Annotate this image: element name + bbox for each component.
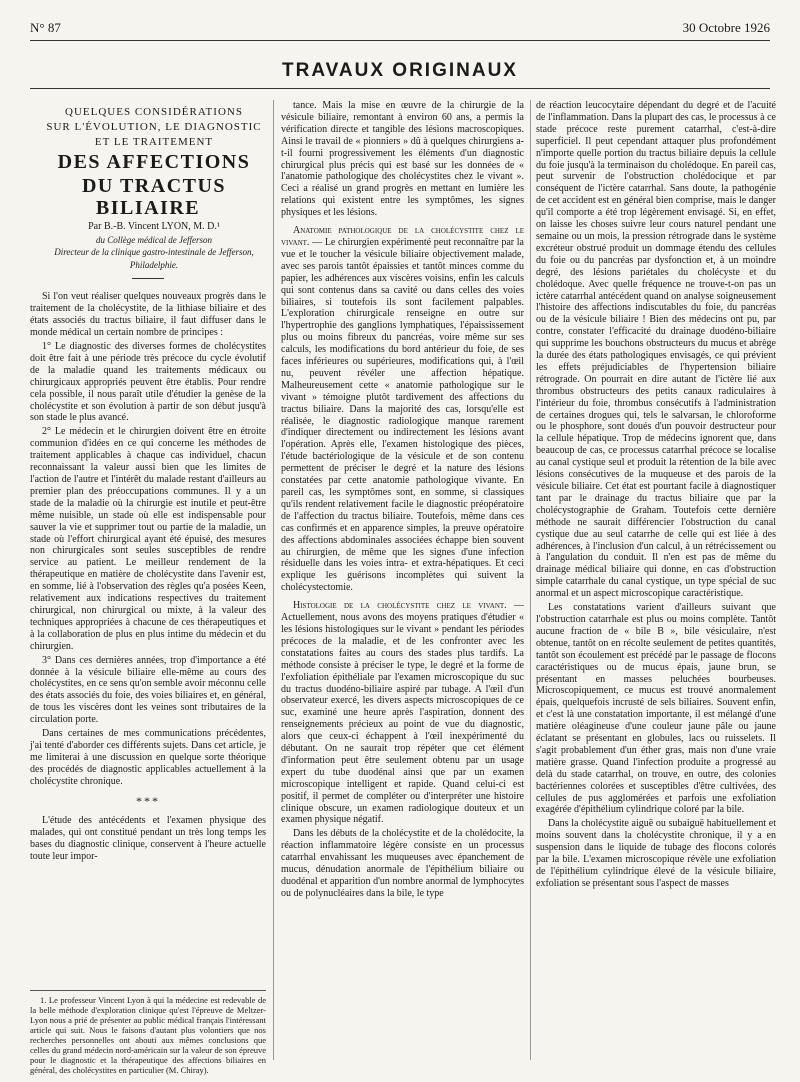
title-line: ET LE TRAITEMENT [94, 136, 214, 148]
affiliation-line: Philadelphie. [129, 259, 179, 270]
body-paragraph: Dans certaines de mes communications précédentes, j'ai tenté d'aborder ces différents sujets. Dans cet article, je me limiterai à une discussion en quelque sorte théorique des procédés de diagnostic applicables actuellement à la cholécystite chronique. [30, 728, 266, 787]
section-title: TRAVAUX ORIGINAUX [282, 60, 518, 81]
title-line: SUR L'ÉVOLUTION, LE DIAGNOSTIC [46, 121, 262, 133]
body-paragraph: 3° Dans ces dernières années, trop d'importance a été donnée à la vésicule biliaire elle-même au cours des cholécystites, en ce sens qu'on semble avoir méconnu celle des états associés du foie, des voies biliaires et, en général, de tous les viscères dont les veines sont tributaires de la circulation porte. [30, 654, 266, 726]
footnote-text: 1. Le professeur Vincent Lyon à qui la médecine est redevable de la belle méthode d'exploration clinique qu'est l'épreuve de Meltzer-Lyon nous a prié de présenter au public médical français l'intéressant article qui suit. Nous le faisons d'autant plus volontiers que nos recherches personnelles ont abouti aux mêmes conclusions que celles du grand médecin nord-américain sur la valeur de son épreuve pour le diagnostic et la thérapeutique des affections biliaires en général, des cholécystites en particulier (M. Chiray). [30, 995, 266, 1075]
body-paragraph: Si l'on veut réaliser quelques nouveaux progrès dans le traitement de la cholécystite, de la lithiase biliaire et des états associés du tractus biliaire, il faut diffuser dans le monde médical un certain nombre de principes : [30, 291, 266, 339]
body-paragraph: Les constatations varient d'ailleurs suivant que l'obstruction catarrhale est plus ou moins complète. Tantôt aucune fraction de « bile B », bile vésiculaire, n'est obtenue, tantôt on en récolte seulement de petites quantités, tantôt son écoulement est précédé par le passage de flocons caractéristiques ou de mucus épais, jaune brun, se présentant en masses peluchées bourbeuses. Microscopiquement, ce mucus est trouvé anormalement épais, quelquefois incrusté de sels biliaires. Souvent enfin, et c'est là une constatation importante, il est mélangé d'une matière oléagineuse d'une couleur jaune pâle ou jaune éclatant se présentant en globules, lacs ou ruisselets. Il s'agit probablement d'un éther gras, mais non d'une vraie matière grasse. Quand l'infection produite a progressé au delà du stade catarrhal, on trouve, en outre, des colonies bactériennes colorées et susceptibles d'être cultivées, des cellules de pus agglomérées et parfois une exfoliation exagérée d'épithélium cylindrique coloré par la bile. [536, 602, 776, 816]
column-divider [273, 100, 274, 1060]
body-paragraph: Dans la cholécystite aiguë ou subaiguë habituellement et moins souvent dans la cholécystite chronique, il y a en suspension dans le liquide de tubage des flocons colorés par la bile. L'examen microscopique révèle une exfoliation de l'épithélium cylindrique élevé de la vésicule biliaire, exfoliation se présentant sous l'aspect de masses [536, 818, 776, 889]
issue-number: N° 87 [30, 20, 61, 35]
subsection-heading: Histologie de la cholécystite chez le vivant. [293, 600, 507, 612]
issue-date: 30 Octobre 1926 [682, 20, 770, 35]
column-2 [281, 100, 524, 902]
title-line: QUELQUES CONSIDÉRATIONS [65, 106, 243, 118]
article-title [30, 106, 266, 219]
column-divider [530, 100, 531, 1060]
affiliation-line: Directeur de la clinique gastro-intestinale de Jefferson, [54, 247, 254, 258]
paragraph-text: — Le chirurgien expérimenté peut reconnaître par la vue et le toucher la vésicule biliaire objectivement malade, avec ses parois tantôt épaissies et tantôt minces comme du papier, les adhérences aux viscères voisins, enfin les calculs qui sont contenus dans sa cavité ou dans celles des voies biliaires, si toutefois ils sont facilement palpables. L'exploration chirurgicale renseigne en outre sur l'hypertrophie des ganglions lymphatiques, l'épaississement plus ou moins fibreux du pancréas, voire même sur ses calculs, les modifications du bord antérieur du foie, de ses faces inférieures ou supérieures, modifications qui, à l'œil nu, peuvent révéler une affection hépatique. Malheureusement cette « anatomie pathologique sur le vivant » témoigne plutôt tardivement des affections du tractus biliaire. Dans la majorité des cas, lorsqu'elle est réalisée, le diagnostic radiologique manque rarement d'indiquer directement ou indirectement les lésions avant l'opération. Après elle, l'examen histologique des pièces, l'étude bactériologique de la vésicule et de son contenu permettent de préciser le degré et la nature des lésions constatées par cette anatomie pathologique vivante. En pareil cas, les symptômes sont, en somme, si classiques qu'ils rendent relativement facile le diagnostic préopératoire de l'affection du tractus biliaire. Toutefois, même dans ces cas confirmés et en apparence simples, la preuve opératoire des affections abdominales associées échappe bien souvent au chirurgien, de même que les signes d'une infection résiduelle dans les voies intra- et extra-hépatiques. Et ceci explique les guérisons incomplètes qui suivent la cholécystectomie. [281, 236, 524, 594]
body-paragraph [281, 600, 524, 826]
author-line: Par B.-B. Vincent LYON, M. D.¹ [88, 221, 220, 232]
column-1 [30, 100, 266, 865]
paragraph-text: — Actuellement, nous avons des moyens pratiques d'étudier « les lésions histologiques sur le vivant » pendant les périodes précoces de la maladie, et de les confronter avec les constatations faites au cours des stades plus tardifs. La méthode consiste à préciser le type, le degré et la forme de l'exfoliation épithéliale par l'examen microscopique du suc du tractus duodéno-biliaire aspiré par tubage. A l'œil d'un observateur exercé, les divers aspects microscopiques de ce suc, examiné une heure après l'aspiration, donnent des renseignements précieux au point de vue du diagnostic, alors que ceux-ci échappent à l'œil inexpérimenté du débutant. On ne saurait trop répéter que cet élément d'information peut être seulement obtenu par un usage expert du tube duodénal ainsi que par un examen microscopique intelligent et rapide. Quand celui-ci est positif, il permet de compléter ou d'interpréter une histoire clinique obscure, un examen radiologique douteux et un examen physique négatif. [281, 600, 525, 826]
affiliation-line: du Collège médical de Jefferson [96, 234, 212, 245]
section-rule [30, 88, 770, 89]
running-header [30, 20, 770, 36]
title-line: DU TRACTUS BILIAIRE [81, 175, 227, 219]
body-paragraph: Dans les débuts de la cholécystite et de la cholédocite, la réaction inflammatoire légère consiste en un processus catarrhal envahissant les muqueuses avec épanchement de mucus, dénudation anormale de l'épithélium biliaire ou duodénal et apparition d'un nombre anormal de lymphocytes ou de polynucléaires dans la bile, le type [281, 828, 524, 899]
column-3 [536, 100, 776, 892]
body-paragraph: 1° Le diagnostic des diverses formes de cholécystites doit être fait à une période très précoce du cycle évolutif de la maladie quand les traitements médicaux ou chirurgicaux appropriés peuvent être établis. Pour rendre cela possible, il nous paraît utile d'étudier la genèse de la cholécystite et son évolution à partir de son début jusqu'à son stade le plus avancé. [30, 341, 266, 424]
section-break-stars: *** [136, 793, 160, 808]
title-divider [132, 278, 164, 279]
body-paragraph [281, 225, 524, 594]
header-rule [30, 40, 770, 41]
body-paragraph: 2° Le médecin et le chirurgien doivent être en étroite communion d'idées en ce qui concerne les méthodes de traitement applicables à chaque cas individuel, chacun reconnaissant la valeur aussi bien que les limites de l'action de l'autre et l'intérêt du malade restant d'ailleurs au premier plan des préoccupations communes. Il y a un stade de la maladie où la chirurgie est inutile et peut-être même nuisible, un stade où elle est indispensable pour sauver la vie et supprimer tout ou partie de la maladie, un stade où l'effort chirurgical ayant été épuisé, des mesures non chirurgicales sont seules susceptibles de rendre service au patient. Le meilleur rendement de la thérapeutique en matière de cholécystite dans l'avenir est, en somme, lié à l'observation des règles qu'a posées Keen, relativement aux indications respectives du traitement chirurgical, non chirurgical ou mixte, à la valeur des techniques appropriées à chacune de ces thérapeutiques et à la collaboration de plus en plus intime du médecin et du chirurgien. [30, 426, 266, 652]
body-paragraph: tance. Mais la mise en œuvre de la chirurgie de la vésicule biliaire, remontant à environ 60 ans, a permis la vérification directe et tangible des lésions macroscopiques. Ainsi le travail de « pionniers » dû à quelques chirurgiens a-t-il fourni progressivement les éléments d'un diagnostic chirurgical plus précis qui est basé sur les données de « l'anatomie pathologique des cholécystites chez le vivant ». Ceci a réalisé un grand progrès en mettant en lumière les relations qui existent entre les symptômes, les signes physiques et les lésions. [281, 100, 524, 219]
body-paragraph: L'étude des antécédents et l'examen physique des malades, qui ont constitué pendant un très long temps les bases du diagnostic clinique, conservent à l'heure actuelle toute leur impor- [30, 815, 266, 863]
title-line: DES AFFECTIONS [57, 151, 251, 173]
footnote [30, 990, 266, 1075]
body-paragraph: de réaction leucocytaire dépendant du degré et de l'acuité de l'inflammation. Dans la plupart des cas, le processus à ce stade précoce reste purement catarrhal, c'est-à-dire superficiel. Il peut cependant attaquer plus profondément n'importe quelle portion du tractus biliaire depuis la cellule du foie jusqu'à la terminaison du cholédoque. En pareil cas, peut survenir de l'obstruction cholédocique et par conséquent de l'ictère catarrhal. Sans doute, la pathogénie de cet accident est en général bien comprise, mais le danger qu'il comporte a été trop légèrement envisagé. Si, en effet, on laisse les choses suivre leur cours naturel pendant une semaine ou un mois, la pression rétrograde dans le système excréteur obstrué produit un dommage étendu des cellules du foie ou du pancréas par dysfonction et, à un moindre degré, des lésions pariétales du cholécyste et du cholédoque. Avec quelle fréquence ne trouve-t-on pas un ictère catarrhal antécédent quand on analyse soigneusement l'histoire des affections indiscutables du foie, du pancréas ou de la vésicule biliaire ! Bien des médecins ont pu, par contre, constater l'efficacité du drainage duodéno-biliaire qui supprime les bouchons obstructeurs du mucus et abrège la durée des états pathologiques envisagés, ce qui prévient les effets préjudiciables de l'hypertension biliaire rétrograde. On pourrait en dire autant de l'ictère lié aux thrombus obstructeurs des petits canaux radiculaires à l'intérieur du foie, thrombus consécutifs à l'administration de certaines drogues qui, tels le salvarsan, le chloroforme ou le phosphore, sont doués d'un pouvoir destructeur pour la cellule hépatique. Trop de médecins ignorent que, dans beaucoup de cas, ce processus catarrhal précoce se localise au canal cystique seul et produit la rétention de la bile avec lésions consécutives de la muqueuse et des parois de la vésicule biliaire. Cet état est pourtant facile à diagnostiquer tant par le drainage du tractus biliaire que par la cholécystographie de Graham. Toutefois cette dernière méthode ne saurait différencier l'obstruction du canal cystique due au seul catarrhe de celle qui est liée à des adhérences, à l'inclusion d'un calcul, à un rétrécissement ou à l'angulation du conduit. Il n'en est pas de même du drainage médical biliaire qui donne, en cas d'obstruction simple catarrhale du canal cystique, un type spécial de suc anormal et un aspect microscopique caractéristique. [536, 100, 776, 600]
subsection-heading: Anatomie pathologique de la cholécystite chez le vivant. [281, 225, 524, 248]
